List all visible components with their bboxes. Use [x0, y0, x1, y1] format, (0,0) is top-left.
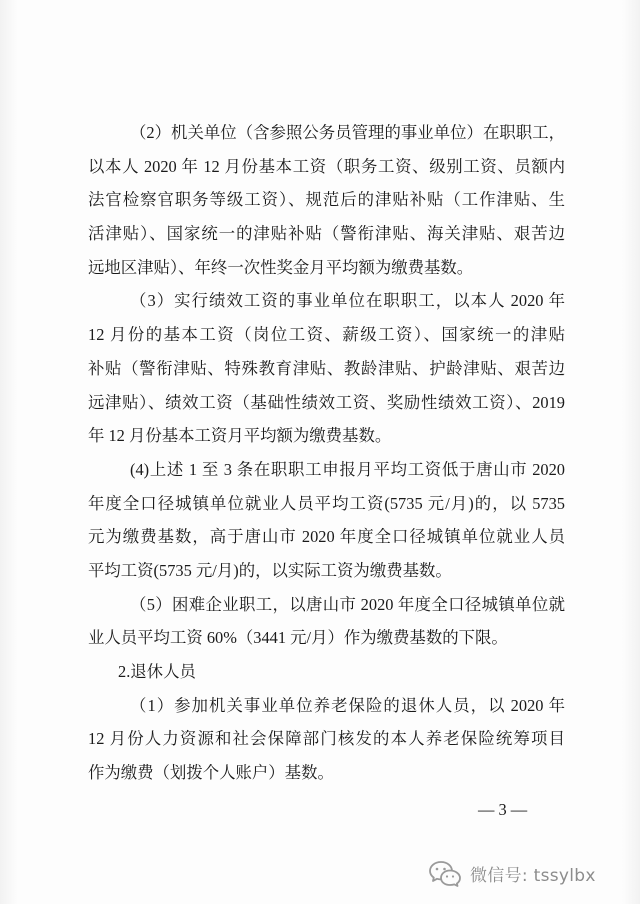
paragraph-line: 业人员平均工资 60%（3441 元/月）作为缴费基数的下限。	[88, 628, 508, 648]
section-heading-retirees: 2.退休人员	[118, 662, 196, 681]
paragraph-line: 年 12 月份基本工资月平均额为缴费基数。	[88, 426, 392, 446]
paragraph-line: 远津贴）、绩效工资（基础性绩效工资、奖励性绩效工资）、2019	[88, 392, 565, 412]
paragraph-line: 以本人 2020 年 12 月份基本工资（职务工资、级别工资、员额内	[88, 156, 565, 176]
paragraph-2	[88, 116, 565, 284]
paragraph-line: 年度全口径城镇单位就业人员平均工资(5735 元/月)的，以 5735	[88, 493, 565, 513]
paragraph-line: （2）机关单位（含参照公务员管理的事业单位）在职职工，	[130, 123, 565, 142]
paragraph-line: 作为缴费（划拨个人账户）基数。	[88, 763, 334, 783]
paragraph-3	[88, 284, 565, 452]
paragraph-line: （1）参加机关事业单位养老保险的退休人员，以 2020 年	[130, 695, 565, 715]
document-body	[88, 116, 565, 790]
paragraph-line: (4)上述 1 至 3 条在职职工申报月平均工资低于唐山市 2020	[130, 459, 565, 479]
watermark-text: 微信号: tssylbx	[470, 865, 596, 886]
watermark	[428, 858, 596, 888]
paragraph-line: 补贴（警衔津贴、特殊教育津贴、教龄津贴、护龄津贴、艰苦边	[88, 358, 565, 378]
paragraph-line: 12 月份人力资源和社会保障部门核发的本人养老保险统筹项目	[88, 729, 565, 749]
paragraph-line: 平均工资(5735 元/月)的，以实际工资为缴费基数。	[88, 560, 452, 580]
paragraph-5	[88, 588, 565, 655]
paragraph-line: 元为缴费基数，高于唐山市 2020 年度全口径城镇单位就业人员	[88, 527, 565, 547]
paragraph-line: 法官检察官职务等级工资）、规范后的津贴补贴（工作津贴、生	[88, 190, 565, 210]
wechat-icon	[428, 859, 462, 887]
paragraph-line: 12 月份的基本工资（岗位工资、薪级工资）、国家统一的津贴	[88, 325, 565, 345]
paragraph-line: （5）困难企业职工，以唐山市 2020 年度全口径城镇单位就	[130, 594, 565, 614]
paragraph-4	[88, 453, 565, 588]
paragraph-retiree-1	[88, 689, 565, 790]
page-number: — 3 —	[478, 800, 528, 819]
paragraph-line: （3）实行绩效工资的事业单位在职职工，以本人 2020 年	[130, 291, 565, 311]
paragraph-line: 活津贴）、国家统一的津贴补贴（警衔津贴、海关津贴、艰苦边	[88, 224, 565, 244]
paragraph-line: 远地区津贴）、年终一次性奖金月平均额为缴费基数。	[88, 257, 474, 277]
